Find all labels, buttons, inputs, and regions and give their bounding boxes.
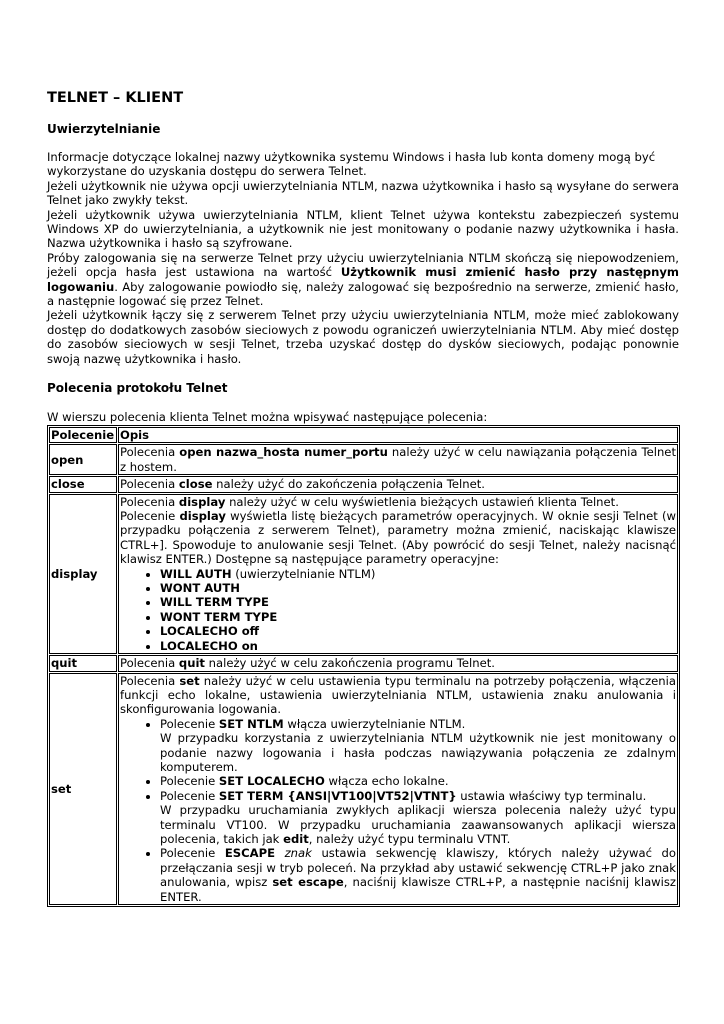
table-row [49, 494, 678, 654]
list-item: • LOCALECHO on [160, 639, 676, 653]
set-option-list [120, 717, 676, 904]
table-row [49, 655, 678, 671]
table-row [49, 476, 678, 492]
column-header-description: Opis [118, 427, 678, 443]
list-item: • Polecenie SET LOCALECHO włącza echo lokalne. [160, 774, 676, 788]
auth-paragraph-3: Jeżeli użytkownik używa uwierzytelniania NTLM, klient Telnet używa kontekstu zabezpieczeń systemu Windows XP do uwierzytelniania, a użytkownik nie jest monitowany o podanie nazwy użytkownika i hasła. Nazwa użytkownika i hasło są szyfrowane. [47, 207, 679, 251]
document-title: TELNET – KLIENT [47, 90, 184, 106]
command-name: display [49, 494, 117, 654]
list-item: • LOCALECHO off [160, 624, 676, 638]
authentication-text [47, 150, 679, 366]
command-description: Polecenia quit należy użyć w celu zakończenia programu Telnet. [118, 655, 678, 671]
list-item: • Polecenie SET TERM {ANSI|VT100|VT52|VTNT} ustawia właściwy typ terminalu. W przypadku uruchamiania zwykłych aplikacji wiersza polecenia należy użyć typu terminalu VT100. W przypadku uruchamiania zaawansowanych aplikacji wiersza polecenia, takich jak edit, należy użyć typu terminalu VTNT. [160, 789, 676, 847]
list-item: • WONT AUTH [160, 581, 676, 595]
display-parameter-list [120, 567, 676, 653]
list-item: • WILL TERM TYPE [160, 595, 676, 609]
commands-intro: W wierszu polecenia klienta Telnet można wpisywać następujące polecenia: [47, 410, 488, 424]
command-name: open [49, 444, 117, 475]
list-item: • WILL AUTH (uwierzytelnianie NTLM) [160, 567, 676, 581]
auth-paragraph-1: Informacje dotyczące lokalnej nazwy użytkownika systemu Windows i hasła lub konta domeny mogą być wykorzystane do uzyskania dostępu do serwera Telnet. [47, 150, 656, 179]
command-description: Polecenia display należy użyć w celu wyświetlenia bieżących ustawień klienta Telnet. Polecenie display wyświetla listę bieżących parametrów operacyjnych. W oknie sesji Telnet (w przypadku połączenia z serwerem Telnet), parametry można zmienić, naciskając klawisze CTRL+]. Spowoduje to anulowanie sesji Telnet. (Aby powrócić do sesji Telnet, należy nacisnąć klawisz ENTER.) Dostępne są następujące parametry operacyjne: • WILL AUTH (uwierzytelnianie NTLM) • WONT AUTH • WILL TERM TYPE • WONT TERM TYPE • LOCALECHO off • LOCALECHO on [118, 494, 678, 654]
command-description: Polecenia set należy użyć w celu ustawienia typu terminalu na potrzeby połączenia, włączenia funkcji echo lokalne, ustawienia uwierzytelniania NTLM, ustawienia znaku anulowania i skonfigurowania logowania. • Polecenie SET NTLM włącza uwierzytelnianie NTLM. W przypadku korzystania z uwierzytelniania NTLM użytkownik nie jest monitowany o podanie nazwy logowania i hasła podczas nawiązywania połączenia ze zdalnym komputerem. • Polecenie SET LOCALECHO włącza echo lokalne. • Polecenie SET TERM {ANSI|VT100|VT52|VTNT} ustawia właściwy typ terminalu. W przypadku uruchamiania zwykłych aplikacji wiersza polecenia należy użyć typu terminalu VT100. W przypadku uruchamiania zaawansowanych aplikacji wiersza polecenia, takich jak edit, należy użyć typu terminalu VTNT. • Polecenie ESCAPE znak ustawia sekwencję klawiszy, których należy używać do przełączania sesji w tryb poleceń. Na przykład aby ustawić sekwencję CTRL+P jako znak anulowania, wpisz set escape, naciśnij klawisze CTRL+P, a następnie naciśnij klawisz ENTER. [118, 673, 678, 906]
command-description: Polecenia open nazwa_hosta numer_portu należy użyć w celu nawiązania połączenia Telnet z hostem. [120, 445, 676, 474]
table-row [49, 444, 678, 475]
list-item: • WONT TERM TYPE [160, 610, 676, 624]
auth-paragraph-2: Jeżeli użytkownik nie używa opcji uwierzytelniania NTLM, nazwa użytkownika i hasło są wysyłane do serwera Telnet jako zwykły tekst. [47, 178, 679, 208]
table-row [49, 673, 678, 906]
list-item: • Polecenie SET NTLM włącza uwierzytelnianie NTLM. W przypadku korzystania z uwierzytelniania NTLM użytkownik nie jest monitowany o podanie nazwy logowania i hasła podczas nawiązywania połączenia ze zdalnym komputerem. [160, 717, 676, 775]
auth-paragraph-5: Jeżeli użytkownik łączy się z serwerem Telnet przy użyciu uwierzytelniania NTLM, może mieć zablokowany dostęp do dodatkowych zasobów sieciowych z powodu ograniczeń uwierzytelniania NTLM. Aby mieć dostęp do zasobów sieciowych w sesji Telnet, trzeba uzyskać dostęp do dysków sieciowych, podając ponownie swoją nazwę użytkownika i hasło. [47, 308, 679, 366]
section-heading-commands: Polecenia protokołu Telnet [47, 381, 228, 395]
command-description: Polecenia close należy użyć do zakończenia połączenia Telnet. [118, 476, 678, 492]
list-item: • Polecenie ESCAPE znak ustawia sekwencję klawiszy, których należy używać do przełączania sesji w tryb poleceń. Na przykład aby ustawić sekwencję CTRL+P jako znak anulowania, wpisz set escape, naciśnij klawisze CTRL+P, a następnie naciśnij klawisz ENTER. [160, 846, 676, 904]
commands-table [47, 425, 680, 907]
column-header-command: Polecenie [49, 427, 117, 443]
auth-paragraph-4: Próby zalogowania się na serwerze Telnet przy użyciu uwierzytelniania NTLM skończą się niepowodzeniem, jeżeli opcja hasła jest ustawiona na wartość Użytkownik musi zmienić hasło przy następnym logowaniu. Aby zalogowanie powiodło się, należy zalogować się bezpośrednio na serwerze, zmienić hasło, a następnie logować się przez Telnet. [47, 250, 679, 309]
command-name: set [49, 673, 117, 906]
table-header-row [49, 427, 678, 443]
section-heading-authentication: Uwierzytelnianie [47, 122, 161, 136]
command-name: quit [49, 655, 117, 671]
command-name: close [49, 476, 117, 492]
